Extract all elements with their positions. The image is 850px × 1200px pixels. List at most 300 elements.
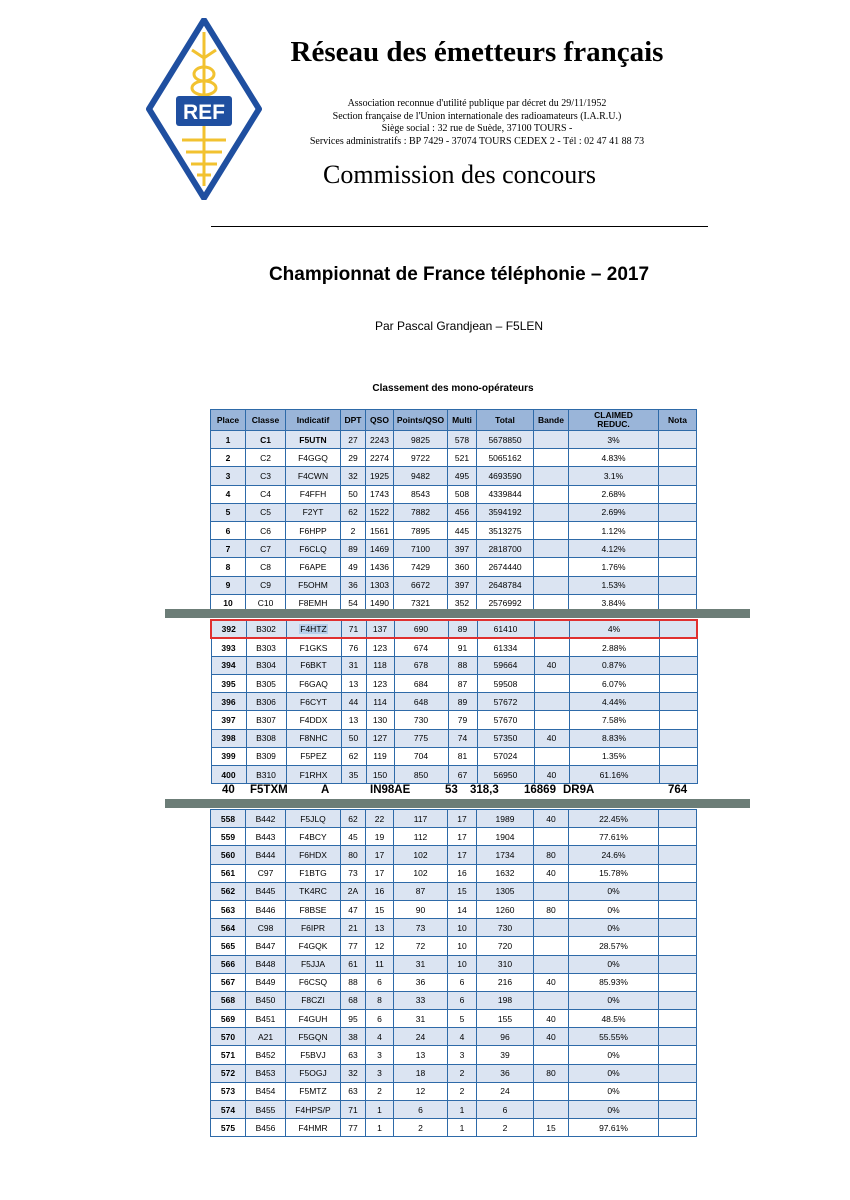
column-header-multi: Multi bbox=[448, 410, 477, 431]
cell-bande bbox=[534, 449, 569, 467]
cell-points bbox=[394, 1119, 448, 1137]
cell-value: 559 bbox=[220, 831, 236, 842]
cell-value: 123 bbox=[372, 642, 388, 653]
cell-multi bbox=[448, 900, 477, 918]
cell-value: 50 bbox=[348, 489, 358, 500]
cell-value: 10 bbox=[457, 922, 467, 933]
cell-classe bbox=[246, 882, 286, 900]
cell-claimed-reduc bbox=[569, 828, 659, 846]
cell-value: 396 bbox=[221, 696, 236, 707]
cell-dpt bbox=[341, 711, 366, 729]
cell-nota bbox=[659, 919, 697, 937]
cell-dpt bbox=[341, 675, 366, 693]
cell-value: 569 bbox=[220, 1013, 236, 1024]
column-header-classe: Classe bbox=[246, 410, 286, 431]
cell-value: 21 bbox=[348, 922, 358, 933]
cell-value: 123 bbox=[372, 678, 388, 689]
cell-value: 1303 bbox=[370, 580, 389, 591]
cell-place bbox=[211, 810, 246, 828]
cell-multi bbox=[448, 558, 477, 576]
cell-value: F6BKT bbox=[300, 660, 327, 671]
cell-bande bbox=[534, 656, 569, 674]
column-header-bande: Bande bbox=[534, 410, 569, 431]
cell-value: 397 bbox=[454, 543, 470, 554]
cell-multi bbox=[448, 1046, 477, 1064]
cell-points bbox=[394, 810, 448, 828]
cell-value: 59664 bbox=[493, 660, 518, 671]
cell-multi bbox=[448, 1028, 477, 1046]
cell-value: F6CYT bbox=[300, 696, 327, 707]
cell-points bbox=[394, 576, 448, 594]
cell-nota bbox=[659, 864, 697, 882]
cell-value: 48.5% bbox=[601, 1013, 626, 1024]
cell-value: C9 bbox=[260, 580, 271, 591]
cell-value: 572 bbox=[220, 1068, 236, 1079]
cell-value: 22.45% bbox=[599, 813, 628, 824]
cell-value: 397 bbox=[454, 580, 470, 591]
cell-dpt bbox=[341, 1082, 366, 1100]
cell-classe bbox=[246, 1028, 286, 1046]
cell-indicatif bbox=[286, 810, 341, 828]
cell-qso bbox=[366, 620, 394, 638]
cell-dpt bbox=[341, 503, 366, 521]
cell-value: 1 bbox=[459, 1104, 465, 1115]
cell-value: B442 bbox=[255, 813, 276, 824]
cell-nota bbox=[659, 937, 697, 955]
cell-dpt bbox=[341, 864, 366, 882]
commission-title: Commission des concours bbox=[323, 160, 596, 189]
cell-place bbox=[211, 485, 246, 503]
cell-value: 560 bbox=[220, 849, 236, 860]
cell-indicatif bbox=[286, 638, 341, 656]
cell-total bbox=[477, 955, 534, 973]
cell-bande bbox=[534, 576, 569, 594]
cell-dpt bbox=[341, 729, 366, 747]
extra-entry-value: 764 bbox=[668, 784, 688, 796]
cell-place bbox=[211, 973, 246, 991]
cell-value: 62 bbox=[348, 813, 358, 824]
table-row bbox=[211, 919, 697, 937]
cell-points bbox=[394, 711, 448, 729]
cell-total bbox=[477, 846, 534, 864]
cell-classe bbox=[246, 1082, 286, 1100]
cell-value: 2.88% bbox=[601, 642, 627, 653]
cell-value: B308 bbox=[256, 733, 276, 744]
cell-place bbox=[211, 846, 246, 864]
cell-total bbox=[477, 576, 534, 594]
cell-nota bbox=[659, 1046, 697, 1064]
cell-value: 2A bbox=[347, 886, 359, 897]
cell-classe bbox=[246, 485, 286, 503]
cell-value: 2 bbox=[459, 1086, 465, 1097]
cell-value: 0% bbox=[607, 1068, 620, 1079]
cell-value: 71 bbox=[348, 1104, 358, 1115]
cell-value: 31 bbox=[348, 660, 359, 671]
table-row bbox=[211, 467, 697, 485]
cell-value: 62 bbox=[348, 507, 358, 518]
cell-value: 573 bbox=[220, 1086, 236, 1097]
cell-value: 578 bbox=[454, 434, 470, 445]
cell-value: 12 bbox=[374, 940, 385, 951]
cell-qso bbox=[366, 828, 394, 846]
cell-value: 74 bbox=[457, 733, 468, 744]
cell-total bbox=[477, 467, 534, 485]
cell-total bbox=[477, 485, 534, 503]
cell-value: 1734 bbox=[495, 849, 515, 860]
cell-value: 392 bbox=[221, 624, 236, 635]
cell-dpt bbox=[341, 540, 366, 558]
cell-points bbox=[394, 1010, 448, 1028]
cell-classe bbox=[246, 1064, 286, 1082]
cell-value: 44 bbox=[348, 696, 359, 707]
cell-value: F6APE bbox=[299, 561, 327, 572]
cell-value: 2818700 bbox=[488, 543, 522, 554]
cell-claimed-reduc bbox=[569, 1028, 659, 1046]
cell-bande bbox=[534, 503, 569, 521]
extra-entry-value: 53 bbox=[445, 784, 458, 796]
cell-claimed-reduc bbox=[569, 1064, 659, 1082]
cell-place bbox=[211, 449, 246, 467]
cell-value: 2 bbox=[459, 1068, 465, 1079]
cell-value: 0% bbox=[607, 886, 620, 897]
table-header-row bbox=[211, 410, 697, 431]
cell-value: 2 bbox=[377, 1086, 382, 1097]
cell-value: 4.83% bbox=[601, 452, 626, 463]
cell-value: 445 bbox=[454, 525, 470, 536]
cell-total bbox=[477, 449, 534, 467]
cell-value: F8NHC bbox=[299, 733, 328, 744]
cell-points bbox=[394, 955, 448, 973]
cell-value: 570 bbox=[220, 1031, 236, 1042]
table-row bbox=[211, 955, 697, 973]
cell-nota bbox=[659, 656, 697, 674]
cell-qso bbox=[366, 558, 394, 576]
cell-value: 1436 bbox=[370, 561, 389, 572]
cell-value: 1305 bbox=[495, 886, 515, 897]
cell-total bbox=[477, 1101, 534, 1119]
cell-bande bbox=[534, 864, 569, 882]
column-header-total: Total bbox=[477, 410, 534, 431]
cell-value: 7429 bbox=[411, 561, 430, 572]
table-row bbox=[211, 900, 697, 918]
cell-value: 127 bbox=[372, 733, 388, 744]
table-row bbox=[211, 521, 697, 539]
cell-points bbox=[394, 558, 448, 576]
cell-total bbox=[477, 1064, 534, 1082]
cell-qso bbox=[366, 675, 394, 693]
cell-indicatif bbox=[286, 558, 341, 576]
cell-value: 50 bbox=[348, 733, 359, 744]
cell-qso bbox=[366, 1101, 394, 1119]
cell-value: 7321 bbox=[411, 598, 430, 609]
cell-bande bbox=[534, 1064, 569, 1082]
cell-claimed-reduc bbox=[569, 882, 659, 900]
cell-value: 564 bbox=[220, 922, 236, 933]
cell-value: 6 bbox=[377, 1013, 382, 1024]
cell-value: 571 bbox=[220, 1050, 236, 1061]
cell-classe bbox=[246, 900, 286, 918]
cell-qso bbox=[366, 521, 394, 539]
cell-bande bbox=[534, 882, 569, 900]
cell-bande bbox=[534, 1010, 569, 1028]
cell-value: 6 bbox=[377, 977, 382, 988]
cell-value: F1GKS bbox=[299, 642, 328, 653]
cell-value: 565 bbox=[220, 940, 236, 951]
cell-value: 16 bbox=[457, 868, 467, 879]
cell-claimed-reduc bbox=[569, 747, 659, 765]
cell-value: 56950 bbox=[493, 769, 518, 780]
cell-value: 1 bbox=[459, 1122, 465, 1133]
table-row bbox=[211, 991, 697, 1009]
ranking-table-middle bbox=[210, 619, 698, 784]
cell-claimed-reduc bbox=[569, 919, 659, 937]
cell-total bbox=[477, 521, 534, 539]
cell-nota bbox=[659, 810, 697, 828]
cell-value: 508 bbox=[454, 489, 470, 500]
cell-dpt bbox=[341, 1028, 366, 1046]
cell-bande bbox=[534, 747, 569, 765]
cell-value: 22 bbox=[374, 813, 385, 824]
cell-indicatif bbox=[286, 747, 341, 765]
table-row bbox=[211, 864, 697, 882]
cell-qso bbox=[366, 1119, 394, 1137]
cell-value: F2YT bbox=[302, 507, 324, 518]
cell-dpt bbox=[341, 991, 366, 1009]
cell-value: 80 bbox=[348, 849, 358, 860]
cell-value: 1490 bbox=[370, 598, 389, 609]
document-author: Par Pascal Grandjean – F5LEN bbox=[374, 319, 544, 333]
cell-multi bbox=[448, 955, 477, 973]
cell-value: C98 bbox=[257, 922, 274, 933]
cell-place bbox=[211, 937, 246, 955]
cell-value: 67 bbox=[457, 769, 468, 780]
cell-value: 0% bbox=[607, 922, 620, 933]
cell-multi bbox=[448, 846, 477, 864]
cell-value: B306 bbox=[256, 696, 276, 707]
cell-value: 117 bbox=[413, 813, 428, 824]
cell-indicatif bbox=[286, 846, 341, 864]
cell-value: 89 bbox=[457, 696, 468, 707]
cell-qso bbox=[366, 540, 394, 558]
extra-entry-value: 16869 bbox=[524, 784, 556, 796]
cell-value: 8 bbox=[225, 561, 231, 572]
cell-qso bbox=[366, 1046, 394, 1064]
cell-value: 1925 bbox=[370, 470, 389, 481]
cell-nota bbox=[659, 449, 697, 467]
cell-indicatif bbox=[286, 693, 341, 711]
cell-value: B453 bbox=[255, 1068, 276, 1079]
organization-title: Réseau des émetteurs français bbox=[290, 36, 664, 68]
cell-value: 4.12% bbox=[601, 543, 626, 554]
cell-value: F5GQN bbox=[298, 1031, 328, 1042]
cell-value: 3594192 bbox=[488, 507, 522, 518]
cell-total bbox=[477, 810, 534, 828]
cell-value: 15 bbox=[374, 904, 385, 915]
cell-classe bbox=[246, 656, 286, 674]
cell-place bbox=[211, 1101, 246, 1119]
cell-value: 2 bbox=[418, 1122, 423, 1133]
cell-value: 1632 bbox=[495, 868, 515, 879]
cell-multi bbox=[448, 1010, 477, 1028]
cell-indicatif bbox=[286, 711, 341, 729]
cell-indicatif bbox=[286, 656, 341, 674]
cell-value: 119 bbox=[373, 751, 387, 762]
cell-multi bbox=[448, 729, 477, 747]
cell-value: B305 bbox=[256, 678, 276, 689]
cell-indicatif bbox=[286, 973, 341, 991]
cell-nota bbox=[659, 1064, 697, 1082]
cell-multi bbox=[448, 937, 477, 955]
cell-value: 1904 bbox=[495, 831, 515, 842]
cell-place bbox=[211, 576, 246, 594]
cell-value: F5JLQ bbox=[300, 813, 326, 824]
cell-qso bbox=[366, 449, 394, 467]
cell-value: TK4RC bbox=[299, 886, 327, 897]
table-row bbox=[211, 431, 697, 449]
cell-points bbox=[394, 449, 448, 467]
cell-value: 137 bbox=[372, 624, 388, 635]
cell-place bbox=[211, 991, 246, 1009]
cell-claimed-reduc bbox=[569, 467, 659, 485]
cell-multi bbox=[448, 431, 477, 449]
cell-value: B309 bbox=[256, 751, 276, 762]
cell-claimed-reduc bbox=[569, 711, 659, 729]
cell-dpt bbox=[341, 449, 366, 467]
cell-value: 0% bbox=[607, 1086, 620, 1097]
cell-qso bbox=[366, 955, 394, 973]
cell-value: 7882 bbox=[411, 507, 430, 518]
cell-value: B443 bbox=[255, 831, 276, 842]
cell-qso bbox=[366, 919, 394, 937]
cell-value: 59508 bbox=[493, 678, 518, 689]
cell-place bbox=[211, 1082, 246, 1100]
cell-value: 521 bbox=[454, 452, 470, 463]
cell-value: B450 bbox=[255, 995, 276, 1006]
cell-value: B455 bbox=[255, 1104, 276, 1115]
cell-place bbox=[211, 467, 246, 485]
column-header-nota: Nota bbox=[659, 410, 697, 431]
cell-value: 6 bbox=[502, 1104, 508, 1115]
cell-dpt bbox=[341, 1046, 366, 1064]
cell-classe bbox=[246, 991, 286, 1009]
cell-place bbox=[211, 711, 246, 729]
ranking-table-bottom bbox=[210, 809, 697, 1137]
cell-claimed-reduc bbox=[569, 656, 659, 674]
cell-value: 32 bbox=[348, 470, 358, 481]
cell-value: 89 bbox=[457, 624, 468, 635]
cell-dpt bbox=[341, 810, 366, 828]
cell-value: 574 bbox=[220, 1104, 236, 1115]
cell-value: 15 bbox=[546, 1122, 556, 1133]
cell-value: 57024 bbox=[493, 751, 518, 762]
cell-nota bbox=[659, 638, 697, 656]
cell-place bbox=[211, 919, 246, 937]
table-row bbox=[211, 638, 697, 656]
cell-value: F4GUH bbox=[298, 1013, 328, 1024]
cell-claimed-reduc bbox=[569, 937, 659, 955]
cell-value: 1260 bbox=[495, 904, 515, 915]
cell-value: 31 bbox=[415, 1013, 426, 1024]
cell-indicatif bbox=[286, 1046, 341, 1064]
cell-value: 63 bbox=[348, 1086, 358, 1097]
cell-total bbox=[477, 558, 534, 576]
cell-points bbox=[394, 431, 448, 449]
cell-claimed-reduc bbox=[569, 810, 659, 828]
cell-value: B445 bbox=[255, 886, 276, 897]
cell-classe bbox=[246, 638, 286, 656]
cell-value: 32 bbox=[348, 1068, 358, 1079]
cell-value: 17 bbox=[457, 849, 467, 860]
cell-value: 4% bbox=[607, 624, 621, 635]
cell-value: F8CZI bbox=[301, 995, 325, 1006]
cell-value: 38 bbox=[348, 1031, 358, 1042]
table-caption: Classement des mono-opérateurs bbox=[372, 383, 534, 394]
cell-place bbox=[211, 558, 246, 576]
cell-classe bbox=[246, 729, 286, 747]
cell-dpt bbox=[341, 1010, 366, 1028]
cell-value: F4CWN bbox=[297, 470, 329, 481]
cell-nota bbox=[659, 620, 697, 638]
cell-value: F5MTZ bbox=[299, 1086, 327, 1097]
cell-value: 2 bbox=[350, 525, 356, 536]
cell-multi bbox=[448, 675, 477, 693]
svg-text:REF: REF bbox=[183, 101, 225, 124]
cell-qso bbox=[366, 503, 394, 521]
cell-multi bbox=[448, 1082, 477, 1100]
cell-multi bbox=[448, 620, 477, 638]
cell-value: F4GQK bbox=[298, 940, 328, 951]
cell-classe bbox=[246, 576, 286, 594]
cell-place bbox=[211, 540, 246, 558]
cell-claimed-reduc bbox=[569, 846, 659, 864]
cell-nota bbox=[659, 955, 697, 973]
cell-qso bbox=[366, 1010, 394, 1028]
cell-value: F4HMR bbox=[298, 1122, 328, 1133]
cell-value: 36 bbox=[500, 1068, 510, 1079]
info-line-iaru: Section française de l'Union internationale des radioamateurs (I.A.R.U.) bbox=[332, 110, 622, 122]
cell-value: 80 bbox=[546, 849, 556, 860]
cell-place bbox=[211, 864, 246, 882]
cell-multi bbox=[448, 467, 477, 485]
cell-indicatif bbox=[286, 955, 341, 973]
cell-value: 0.87% bbox=[601, 660, 627, 671]
cell-claimed-reduc bbox=[569, 900, 659, 918]
cell-value: 0% bbox=[607, 995, 620, 1006]
cell-value: 112 bbox=[413, 831, 428, 842]
cell-dpt bbox=[341, 955, 366, 973]
cell-indicatif bbox=[286, 900, 341, 918]
table-row bbox=[211, 1101, 697, 1119]
cell-value: 9 bbox=[225, 580, 231, 591]
cell-indicatif bbox=[286, 991, 341, 1009]
cell-value: B451 bbox=[255, 1013, 276, 1024]
cell-points bbox=[394, 1101, 448, 1119]
cell-multi bbox=[448, 973, 477, 991]
cell-value: 24 bbox=[500, 1086, 510, 1097]
table-row bbox=[211, 937, 697, 955]
cell-value: 88 bbox=[457, 660, 468, 671]
cell-indicatif bbox=[286, 431, 341, 449]
cell-value: 2576992 bbox=[488, 598, 522, 609]
cell-bande bbox=[534, 638, 569, 656]
cell-bande bbox=[534, 919, 569, 937]
cell-value: B456 bbox=[255, 1122, 276, 1133]
table-row bbox=[211, 1119, 697, 1137]
cell-value: F6HDX bbox=[299, 849, 327, 860]
cell-value: 3.1% bbox=[603, 470, 624, 481]
cell-value: F6IPR bbox=[300, 922, 326, 933]
cell-bande bbox=[534, 675, 569, 693]
